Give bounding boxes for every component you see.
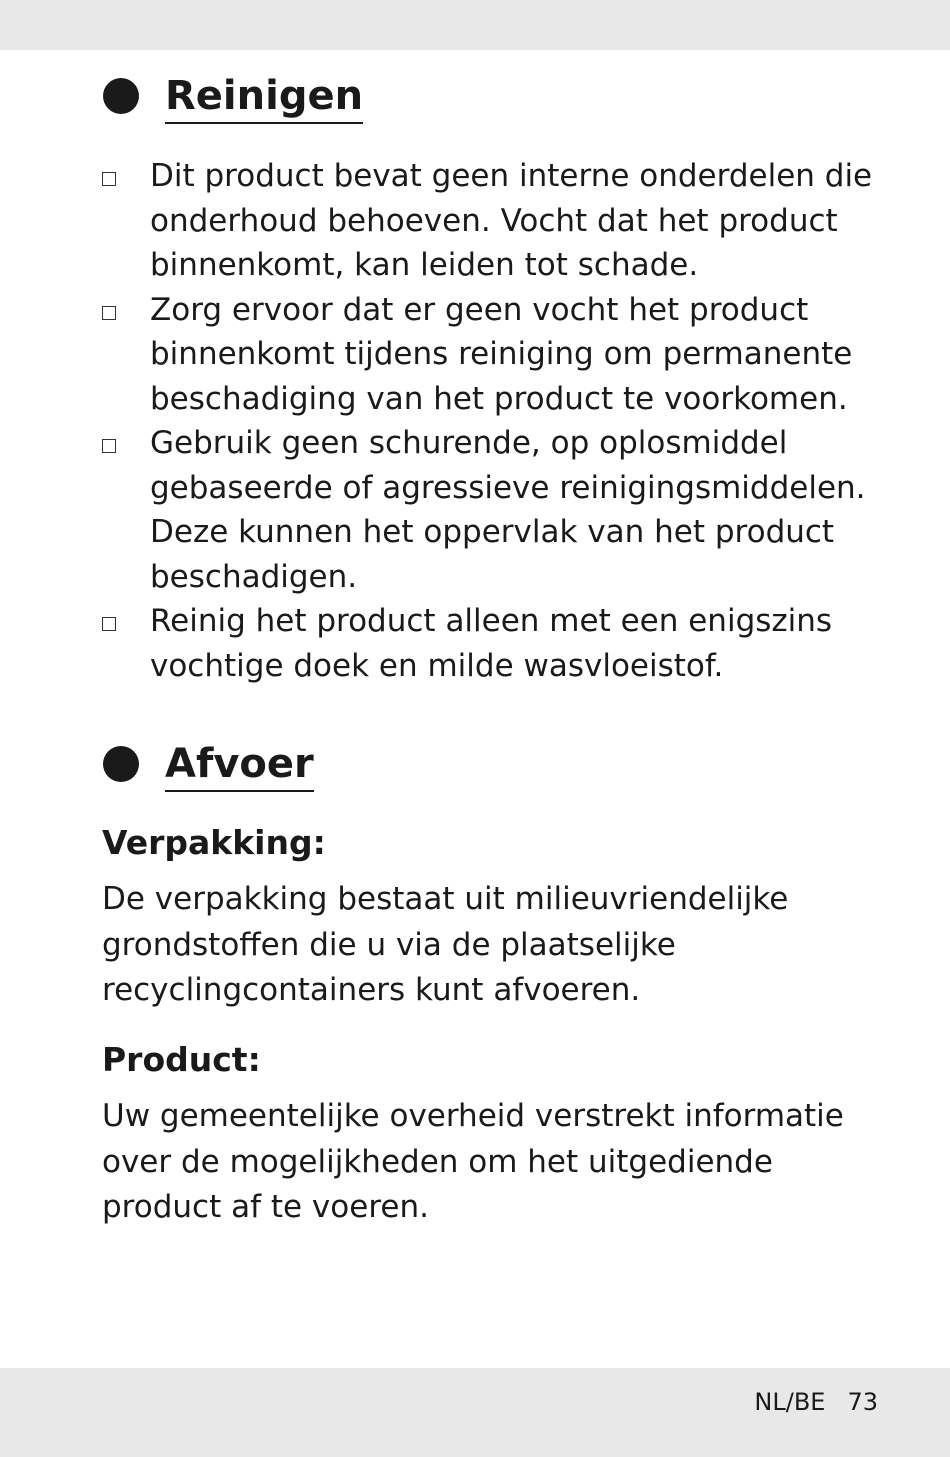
- list-item: [100, 599, 900, 688]
- list-item-text: Gebruik geen schurende, op oplosmiddel gebaseerde of agressieve reinigingsmiddelen. Deze kunnen het oppervlak van het product beschadigen.: [150, 425, 866, 595]
- product-text: Uw gemeentelijke overheid verstrekt informatie over de mogelijkheden om het uitgediende product af te voeren.: [102, 1098, 844, 1225]
- list-item-text: Dit product bevat geen interne onderdelen die onderhoud behoeven. Vocht dat het product binnenkomt, kan leiden tot schade.: [150, 158, 873, 283]
- top-margin-band: [0, 0, 950, 50]
- section-bullet-icon: [103, 746, 139, 782]
- page-footer: [754, 1388, 878, 1416]
- section-bullet-icon: [103, 78, 139, 114]
- section-heading-cleaning: [103, 72, 363, 124]
- footer-language: NL/BE: [754, 1388, 826, 1416]
- list-item-text: Zorg ervoor dat er geen vocht het product binnenkomt tijdens reiniging om permanente beschadiging van het product te voorkomen.: [150, 291, 853, 417]
- list-item-text: Reinig het product alleen met een enigszins vochtige doek en milde wasvloeistof.: [150, 603, 833, 684]
- section-title-disposal: Afvoer: [165, 740, 314, 792]
- page-number: 73: [847, 1388, 878, 1416]
- list-item: [100, 288, 900, 422]
- product-heading: Product:: [102, 1040, 261, 1079]
- section-heading-disposal: [103, 740, 314, 792]
- packaging-heading: Verpakking:: [102, 823, 326, 862]
- list-item: [100, 421, 900, 599]
- checkbox-bullet-icon: [102, 439, 116, 453]
- section-title-cleaning: Reinigen: [165, 72, 363, 124]
- list-item: [100, 154, 900, 288]
- checkbox-bullet-icon: [102, 172, 116, 186]
- checkbox-bullet-icon: [102, 306, 116, 320]
- cleaning-instructions-list: [100, 154, 900, 688]
- packaging-text: De verpakking bestaat uit milieuvriendelijke grondstoffen die u via de plaatselijke recyclingcontainers kunt afvoeren.: [102, 881, 789, 1008]
- checkbox-bullet-icon: [102, 617, 116, 631]
